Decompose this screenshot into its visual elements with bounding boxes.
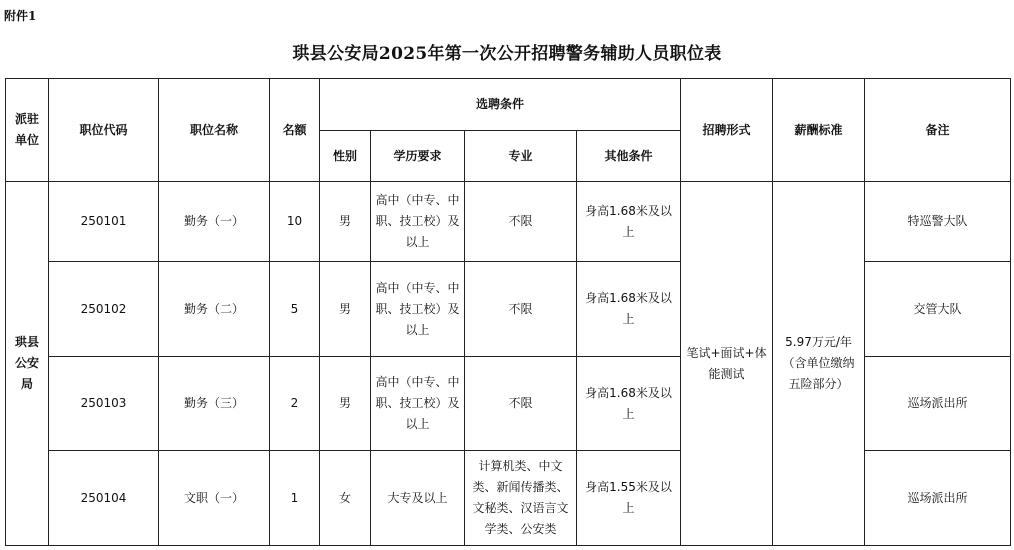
position-remark: 特巡警大队 (865, 182, 1011, 262)
position-education: 高中（中专、中职、技工校）及以上 (371, 357, 465, 451)
header-row-1 (6, 79, 1011, 131)
position-major: 不限 (465, 182, 577, 262)
position-quota: 1 (270, 451, 320, 546)
position-major: 不限 (465, 262, 577, 357)
position-gender: 男 (320, 357, 371, 451)
position-name: 文职（一） (159, 451, 270, 546)
position-code: 250104 (49, 451, 159, 546)
header-gender: 性别 (320, 131, 371, 182)
position-quota: 5 (270, 262, 320, 357)
position-gender: 女 (320, 451, 371, 546)
position-gender: 男 (320, 182, 371, 262)
position-quota: 2 (270, 357, 320, 451)
position-other: 身高1.68米及以上 (577, 262, 681, 357)
position-education: 高中（中专、中职、技工校）及以上 (371, 182, 465, 262)
position-other: 身高1.68米及以上 (577, 182, 681, 262)
position-name: 勤务（一） (159, 182, 270, 262)
position-education: 高中（中专、中职、技工校）及以上 (371, 262, 465, 357)
annex-label: 附件1 (4, 9, 37, 23)
header-code: 职位代码 (49, 79, 159, 182)
position-other: 身高1.68米及以上 (577, 357, 681, 451)
header-education: 学历要求 (371, 131, 465, 182)
header-method: 招聘形式 (681, 79, 773, 182)
position-remark: 交管大队 (865, 262, 1011, 357)
table-row (6, 182, 1011, 262)
header-quota: 名额 (270, 79, 320, 182)
salary-standard: 5.97万元/年（含单位缴纳五险部分） (773, 182, 865, 546)
position-remark: 巡场派出所 (865, 357, 1011, 451)
position-code: 250102 (49, 262, 159, 357)
position-education: 大专及以上 (371, 451, 465, 546)
position-quota: 10 (270, 182, 320, 262)
position-code: 250103 (49, 357, 159, 451)
recruitment-table (5, 78, 1011, 546)
header-name: 职位名称 (159, 79, 270, 182)
recruit-method: 笔试+面试+体能测试 (681, 182, 773, 546)
position-gender: 男 (320, 262, 371, 357)
position-name: 勤务（二） (159, 262, 270, 357)
position-code: 250101 (49, 182, 159, 262)
header-criteria: 选聘条件 (320, 79, 681, 131)
unit-cell: 珙县公安局 (6, 182, 49, 546)
header-other: 其他条件 (577, 131, 681, 182)
position-remark: 巡场派出所 (865, 451, 1011, 546)
position-other: 身高1.55米及以上 (577, 451, 681, 546)
position-major: 不限 (465, 357, 577, 451)
header-remark: 备注 (865, 79, 1011, 182)
page-title: 珙县公安局2025年第一次公开招聘警务辅助人员职位表 (292, 44, 722, 64)
header-major: 专业 (465, 131, 577, 182)
position-major: 计算机类、中文类、新闻传播类、文秘类、汉语言文学类、公安类 (465, 451, 577, 546)
position-name: 勤务（三） (159, 357, 270, 451)
header-salary: 薪酬标准 (773, 79, 865, 182)
header-unit: 派驻单位 (6, 79, 49, 182)
